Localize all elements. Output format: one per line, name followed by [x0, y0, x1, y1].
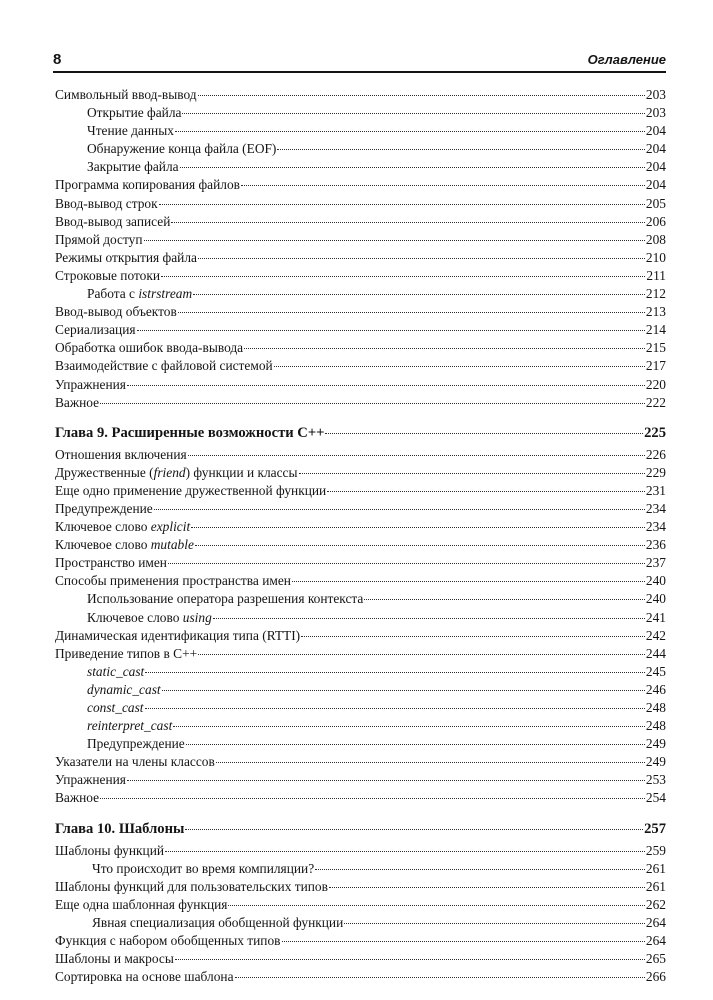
toc-entry-page: 208	[645, 231, 666, 247]
page-header	[53, 53, 666, 73]
toc-entry-title: Еще одна шаблонная функция	[55, 896, 228, 912]
toc-entry[interactable]	[55, 394, 666, 412]
dot-leader	[198, 654, 645, 655]
toc-entry-title: Способы применения пространства имен	[55, 573, 291, 589]
toc-entry[interactable]	[55, 195, 666, 213]
dot-leader	[182, 113, 644, 114]
toc-entry[interactable]	[55, 771, 666, 789]
toc-entry[interactable]	[55, 213, 666, 231]
toc-entry[interactable]	[55, 376, 666, 394]
dot-leader	[145, 672, 645, 673]
dot-leader	[175, 959, 645, 960]
dot-leader	[244, 348, 645, 349]
dot-leader	[127, 780, 645, 781]
dot-leader	[241, 185, 645, 186]
toc-entry[interactable]	[55, 339, 666, 357]
toc-entry-page: 261	[645, 878, 666, 894]
toc-entry[interactable]	[55, 717, 666, 735]
dot-leader	[188, 455, 645, 456]
toc-entry-page: 264	[645, 933, 666, 949]
dot-leader	[171, 222, 645, 223]
toc-entry-page: 210	[645, 249, 666, 265]
toc-entry-page: 217	[645, 358, 666, 374]
toc-entry[interactable]	[55, 267, 666, 285]
dot-leader	[159, 204, 645, 205]
toc-entry-title: Пространство имен	[55, 555, 167, 571]
dot-leader	[213, 618, 645, 619]
toc-entry-title: Предупреждение	[87, 736, 185, 752]
toc-entry-title: Работа с istrstream	[87, 286, 193, 302]
toc-entry-title: Глава 9. Расширенные возможности C++	[55, 424, 325, 441]
toc-entry-page: 213	[645, 304, 666, 320]
page-number: 8	[53, 51, 62, 68]
dot-leader	[144, 240, 645, 241]
toc-entry[interactable]	[55, 735, 666, 753]
toc-entry-title: Дружественные (friend) функции и классы	[55, 464, 298, 480]
dot-leader	[198, 258, 645, 259]
dot-leader	[301, 636, 645, 637]
toc-entry[interactable]	[55, 789, 666, 807]
toc-entry[interactable]	[55, 914, 666, 932]
toc-entry[interactable]	[55, 842, 666, 860]
dot-leader	[185, 829, 643, 830]
toc-entry[interactable]	[55, 627, 666, 645]
toc-entry[interactable]	[55, 321, 666, 339]
toc-entry-page: 206	[645, 213, 666, 229]
toc-entry[interactable]	[55, 518, 666, 536]
toc-entry[interactable]	[55, 590, 666, 608]
toc-entry-page: 220	[645, 376, 666, 392]
toc-entry[interactable]	[55, 968, 666, 986]
toc-entry[interactable]	[55, 231, 666, 249]
toc-entry[interactable]	[55, 681, 666, 699]
toc-entry-page: 248	[645, 700, 666, 715]
toc-entry[interactable]	[55, 500, 666, 518]
toc-entry-page: 203	[645, 87, 666, 102]
dot-leader	[282, 941, 645, 942]
toc-entry-title: Открытие файла	[87, 105, 182, 121]
toc-entry-page: 204	[645, 141, 666, 157]
toc-entry-title: Обнаружение конца файла (EOF)	[87, 141, 277, 157]
toc-entry-page: 204	[645, 177, 666, 193]
toc-entry-title: reinterpret_cast	[87, 718, 173, 734]
dot-leader	[277, 149, 645, 150]
toc-entry[interactable]	[55, 482, 666, 500]
toc-entry[interactable]	[55, 86, 666, 104]
toc-entry-title: dynamic_cast	[87, 681, 161, 697]
toc-entry[interactable]	[55, 950, 666, 968]
dot-leader	[228, 905, 644, 906]
toc-entry[interactable]	[55, 554, 666, 572]
toc-entry[interactable]	[55, 122, 666, 140]
toc-chapter[interactable]	[55, 424, 666, 446]
toc-entry-page: 254	[645, 790, 666, 806]
toc-entry-page: 205	[645, 195, 666, 211]
toc-entry-page: 242	[645, 627, 666, 643]
toc-entry-title: Шаблоны функций	[55, 842, 165, 858]
running-title: Оглавление	[587, 52, 666, 67]
dot-leader	[175, 131, 645, 132]
toc-entry[interactable]	[55, 104, 666, 122]
toc-entry[interactable]	[55, 645, 666, 663]
dot-leader	[292, 581, 645, 582]
toc-entry-title: Прямой доступ	[55, 231, 143, 247]
toc-entry-page: 249	[645, 736, 666, 752]
toc-entry[interactable]	[55, 699, 666, 717]
dot-leader	[193, 294, 645, 295]
dot-leader	[299, 473, 645, 474]
toc-entry-page: 237	[645, 555, 666, 571]
toc-entry-title: Важное	[55, 394, 100, 410]
dot-leader	[364, 599, 645, 600]
dot-leader	[165, 851, 645, 852]
dot-leader	[154, 509, 645, 510]
toc-entry-title: const_cast	[87, 700, 144, 715]
toc-entry-title: Динамическая идентификация типа (RTTI)	[55, 627, 301, 643]
dot-leader	[195, 545, 645, 546]
toc-entry-title: Использование оператора разрешения контекста	[87, 591, 364, 607]
toc-entry-page: 253	[645, 772, 666, 788]
toc-chapter[interactable]	[55, 820, 666, 842]
toc-entry-page: 246	[645, 681, 666, 697]
toc-entry-page: 248	[645, 718, 666, 734]
toc-entry-title: Шаблоны и макросы	[55, 951, 174, 967]
toc-entry[interactable]	[55, 536, 666, 554]
toc-entry[interactable]	[55, 896, 666, 914]
toc-entry-title: Предупреждение	[55, 500, 153, 516]
dot-leader	[173, 726, 645, 727]
toc-entry[interactable]	[55, 878, 666, 896]
dot-leader	[325, 433, 643, 434]
dot-leader	[344, 923, 645, 924]
toc-entry-title: Сериализация	[55, 322, 136, 338]
toc-entry-page: 214	[645, 322, 666, 338]
dot-leader	[180, 167, 645, 168]
dot-leader	[198, 95, 645, 96]
dot-leader	[216, 762, 645, 763]
toc-entry-page: 249	[645, 754, 666, 770]
toc-entry-title: Приведение типов в C++	[55, 645, 198, 661]
toc-entry-title: Что происходит во время компиляции?	[92, 860, 315, 876]
toc-entry-title: Ввод-вывод записей	[55, 213, 171, 229]
dot-leader	[162, 690, 645, 691]
toc-entry-page: 257	[644, 820, 666, 837]
toc-entry-page: 215	[645, 340, 666, 356]
toc-entry[interactable]	[55, 464, 666, 482]
toc-entry-title: Упражнения	[55, 772, 126, 788]
toc-entry-title: static_cast	[87, 663, 145, 679]
toc-entry-title: Обработка ошибок ввода-вывода	[55, 340, 244, 356]
toc-entry-title: Шаблоны функций для пользовательских типов	[55, 878, 328, 894]
toc-entry-title: Важное	[55, 790, 100, 806]
toc-entry[interactable]	[55, 753, 666, 771]
toc-entry-page: 264	[645, 914, 666, 930]
table-of-contents	[55, 86, 666, 986]
toc-entry-title: Ключевое слово using	[87, 609, 212, 625]
toc-entry-page: 234	[645, 500, 666, 516]
dot-leader	[274, 366, 645, 367]
toc-entry-page: 245	[645, 663, 666, 679]
toc-entry-page: 226	[645, 446, 666, 462]
toc-entry-title: Ввод-вывод объектов	[55, 304, 177, 320]
toc-entry-page: 240	[645, 573, 666, 589]
toc-entry-title: Указатели на члены классов	[55, 754, 215, 770]
toc-entry[interactable]	[55, 609, 666, 627]
toc-entry-title: Чтение данных	[87, 123, 174, 139]
toc-entry-title: Функция с набором обобщенных типов	[55, 933, 281, 949]
toc-entry-page: 204	[645, 159, 666, 175]
toc-entry-page: 240	[645, 591, 666, 607]
toc-entry[interactable]	[55, 357, 666, 375]
toc-entry-page: 229	[645, 464, 666, 480]
toc-entry-title: Программа копирования файлов	[55, 177, 240, 193]
dot-leader	[145, 708, 645, 709]
dot-leader	[100, 403, 645, 404]
toc-entry-title: Ключевое слово mutable	[55, 537, 194, 553]
dot-leader	[329, 887, 645, 888]
toc-entry-page: 265	[645, 951, 666, 967]
toc-entry-title: Строковые потоки	[55, 267, 161, 283]
toc-entry-page: 261	[645, 860, 666, 876]
toc-entry[interactable]	[55, 446, 666, 464]
toc-entry-title: Закрытие файла	[87, 159, 179, 175]
toc-entry-title: Взаимодействие с файловой системой	[55, 358, 273, 374]
toc-entry-page: 236	[645, 537, 666, 553]
toc-entry-page: 241	[645, 609, 666, 625]
dot-leader	[327, 491, 645, 492]
dot-leader	[315, 869, 645, 870]
toc-entry[interactable]	[55, 303, 666, 321]
toc-entry[interactable]	[55, 176, 666, 194]
toc-entry[interactable]	[55, 285, 666, 303]
toc-entry-page: 262	[645, 896, 666, 912]
toc-entry-page: 234	[645, 519, 666, 535]
toc-entry[interactable]	[55, 249, 666, 267]
toc-entry[interactable]	[55, 158, 666, 176]
dot-leader	[235, 977, 645, 978]
toc-entry-title: Ввод-вывод строк	[55, 195, 158, 211]
toc-entry-title: Отношения включения	[55, 446, 187, 462]
toc-entry-page: 222	[645, 394, 666, 410]
toc-entry[interactable]	[55, 140, 666, 158]
toc-entry-title: Сортировка на основе шаблона	[55, 969, 234, 985]
toc-entry-page: 212	[645, 286, 666, 302]
toc-entry-title: Упражнения	[55, 376, 126, 392]
toc-entry-title: Режимы открытия файла	[55, 249, 197, 265]
toc-entry-page: 204	[645, 123, 666, 139]
toc-entry-page: 203	[645, 105, 666, 121]
toc-entry-title: Еще одно применение дружественной функции	[55, 482, 327, 498]
dot-leader	[127, 385, 645, 386]
dot-leader	[168, 563, 645, 564]
dot-leader	[191, 527, 645, 528]
dot-leader	[186, 744, 645, 745]
toc-entry-page: 266	[645, 969, 666, 985]
toc-entry-page: 259	[645, 842, 666, 858]
toc-entry[interactable]	[55, 860, 666, 878]
dot-leader	[178, 312, 645, 313]
toc-entry-page: 225	[644, 424, 666, 441]
dot-leader	[100, 798, 645, 799]
toc-entry-page: 244	[645, 645, 666, 661]
dot-leader	[161, 276, 645, 277]
toc-entry[interactable]	[55, 572, 666, 590]
toc-entry-title: Символьный ввод-вывод	[55, 87, 197, 102]
toc-entry-page: 231	[645, 482, 666, 498]
toc-entry-title: Глава 10. Шаблоны	[55, 820, 185, 837]
dot-leader	[137, 330, 645, 331]
toc-entry-title: Ключевое слово explicit	[55, 519, 191, 535]
toc-entry-title: Явная специализация обобщенной функции	[92, 914, 344, 930]
toc-entry-page: 211	[646, 267, 666, 283]
toc-entry[interactable]	[55, 663, 666, 681]
toc-entry[interactable]	[55, 932, 666, 950]
